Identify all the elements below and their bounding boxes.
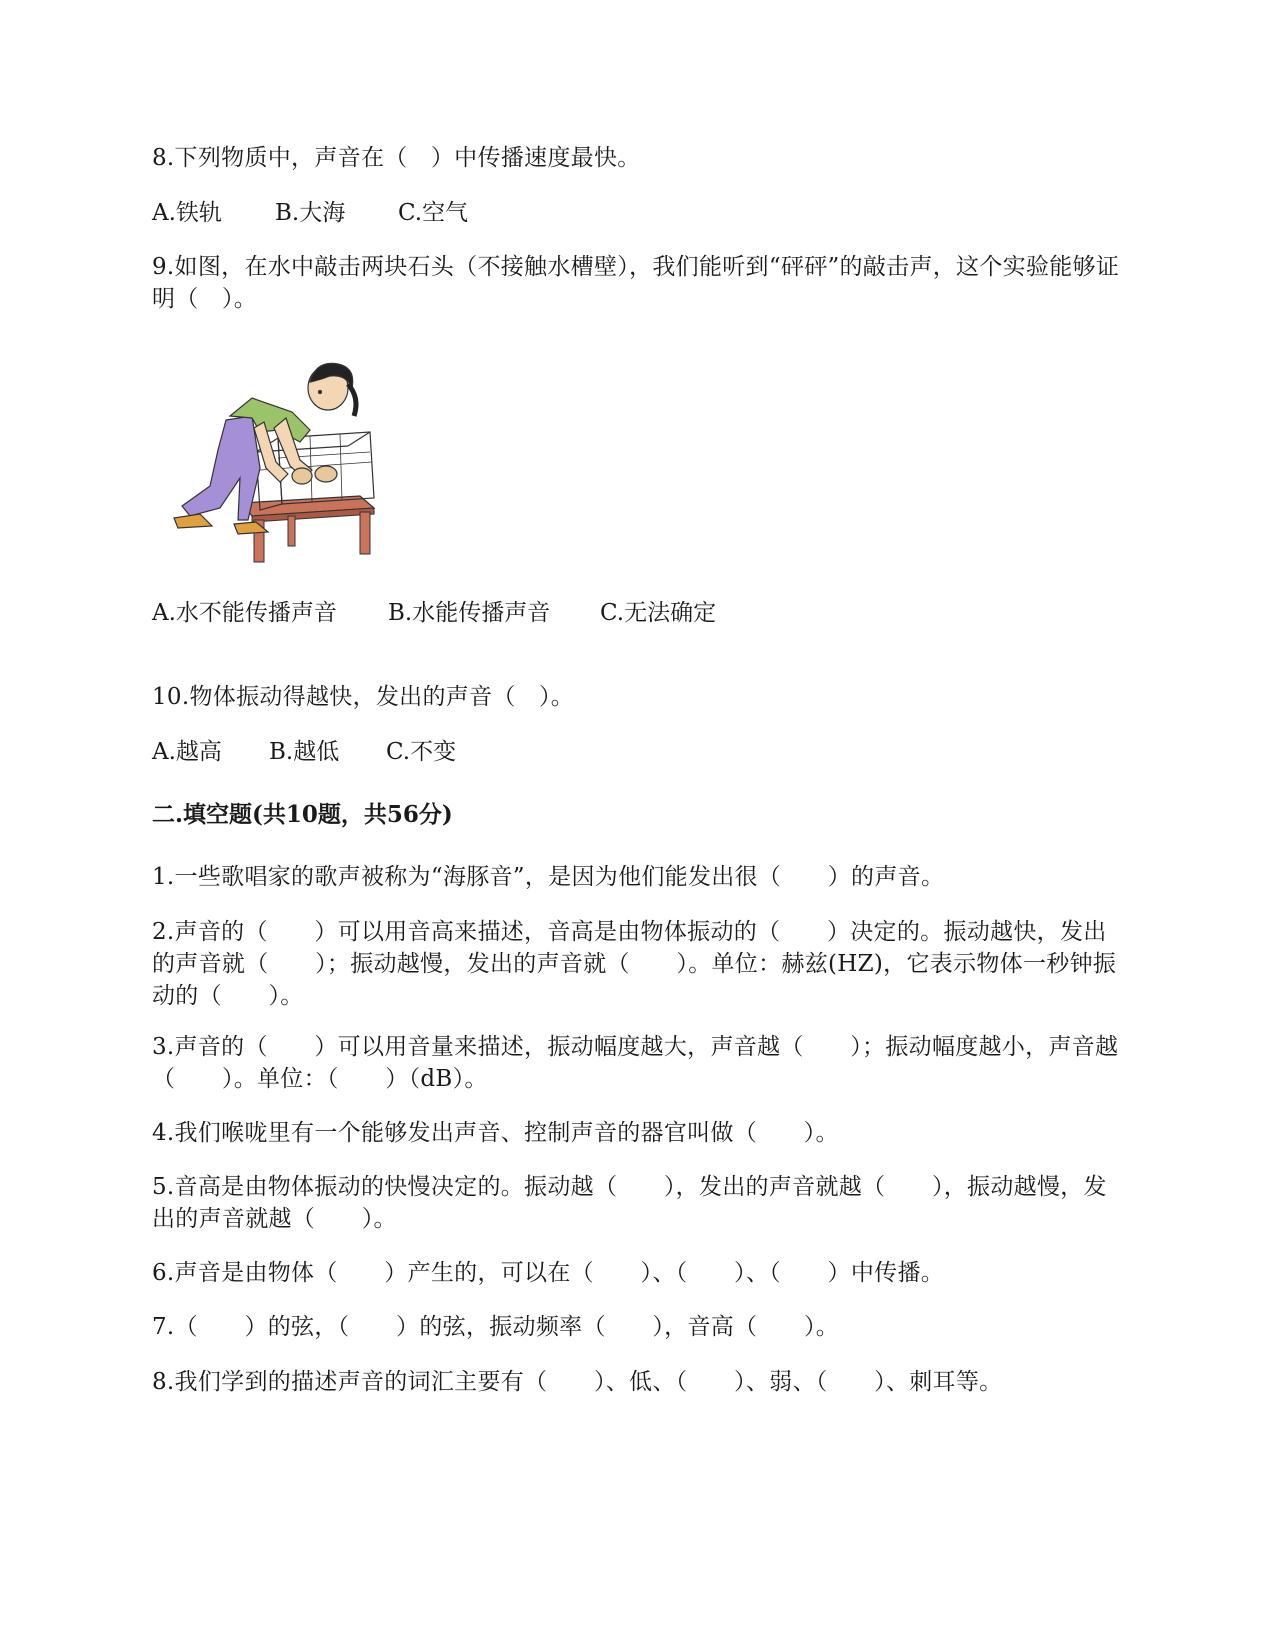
fill-question-8: 8.我们学到的描述声音的词汇主要有（ ）、低、（ ）、弱、（ ）、刺耳等。 bbox=[152, 1369, 1003, 1395]
fill-question-7: 7.（ ）的弦，（ ）的弦，振动频率（ ），音高（ ）。 bbox=[152, 1314, 840, 1340]
question-9-stem: 9.如图，在水中敲击两块石头（不接触水槽壁），我们能听到“砰砰”的敲击声，这个实验能够证明（ ）。 bbox=[152, 254, 1120, 312]
option-a: A.铁轨 bbox=[152, 200, 222, 226]
question-8-stem: 8.下列物质中，声音在（ ）中传播速度最快。 bbox=[152, 145, 641, 171]
option-c: C.不变 bbox=[386, 739, 457, 765]
question-8-options bbox=[152, 197, 468, 229]
fill-question-6: 6.声音是由物体（ ）产生的，可以在（ ）、（ ）、（ ）中传播。 bbox=[152, 1260, 945, 1286]
option-a: A.水不能传播声音 bbox=[152, 600, 337, 626]
fill-question-5: 5.音高是由物体振动的快慢决定的。振动越（ ），发出的声音就越（ ），振动越慢，发出的声音就越（ ）。 bbox=[152, 1174, 1107, 1232]
option-c: C.无法确定 bbox=[600, 600, 717, 626]
option-b: B.越低 bbox=[269, 739, 340, 765]
question-10-options bbox=[152, 736, 456, 768]
section-title-fill-in: 二.填空题(共10题，共56分) bbox=[152, 801, 453, 828]
fill-question-4: 4.我们喉咙里有一个能够发出声音、控制声音的器官叫做（ ）。 bbox=[152, 1120, 839, 1146]
option-b: B.水能传播声音 bbox=[388, 600, 551, 626]
question-9-options bbox=[152, 597, 716, 629]
option-b: B.大海 bbox=[275, 200, 346, 226]
question-10-stem: 10.物体振动得越快，发出的声音（ ）。 bbox=[152, 684, 575, 710]
fill-question-1: 1.一些歌唱家的歌声被称为“海豚音”，是因为他们能发出很（ ）的声音。 bbox=[152, 864, 945, 890]
fill-question-2: 2.声音的（ ）可以用音高来描述，音高是由物体振动的（ ）决定的。振动越快，发出的声音就（ ）；振动越慢，发出的声音就（ ）。单位：赫兹(HZ)，它表示物体一秒钟振动的（ ）。 bbox=[152, 919, 1117, 1009]
document-page bbox=[152, 0, 1127, 1650]
fill-question-3: 3.声音的（ ）可以用音量来描述，振动幅度越大，声音越（ ）；振动幅度越小，声音越（ ）。单位：（ ）（dB）。 bbox=[152, 1034, 1119, 1092]
option-c: C.空气 bbox=[398, 200, 469, 226]
experiment-illustration bbox=[160, 358, 400, 570]
option-a: A.越高 bbox=[152, 739, 222, 765]
